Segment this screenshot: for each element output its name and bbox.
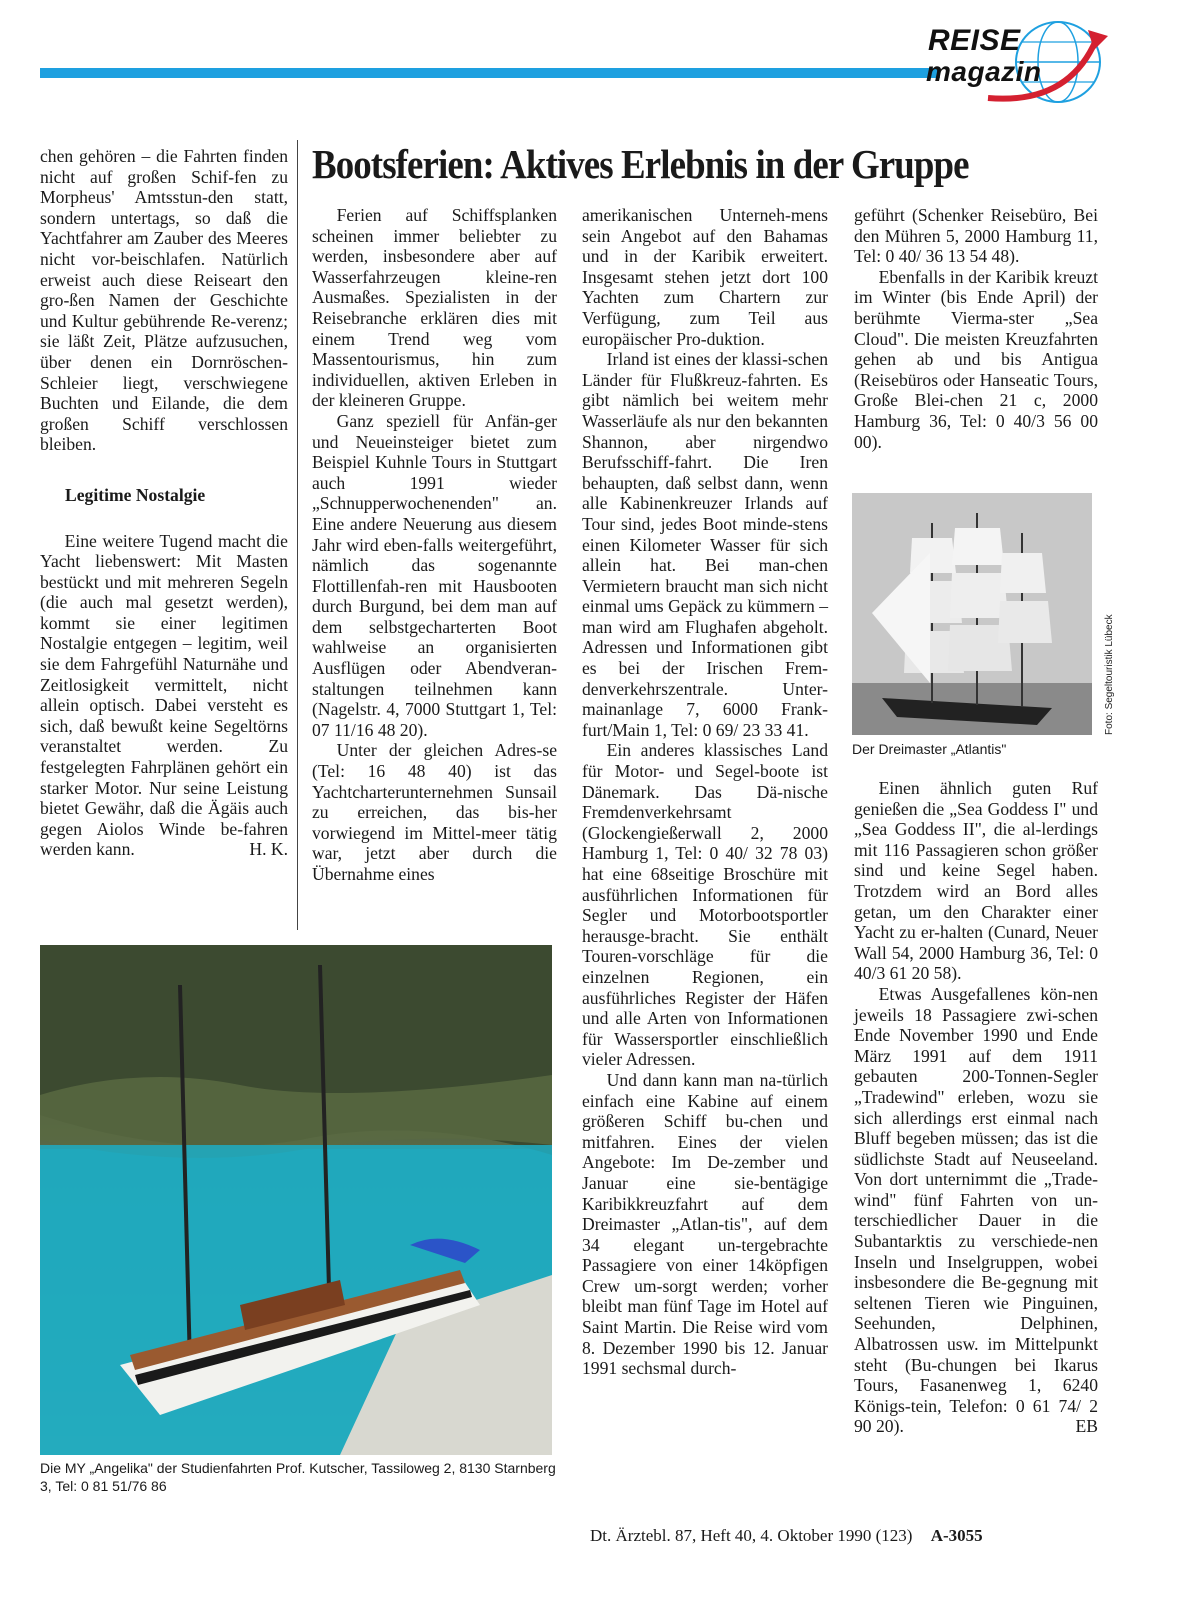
paragraph: Ferien auf Schiffsplanken scheinen immer beliebter zu werden, insbesondere aber auf Wasserfahrzeugen kleine-ren Ausmaßes. Spezialisten in der Reisebranche erklären dies mit einem Trend weg vom Massentourismus, hin zum individuellen, aktiven Erleben in der kleineren Gruppe. — [312, 205, 557, 411]
photo-caption-ship: Der Dreimaster „Atlantis" — [852, 741, 1007, 757]
article-headline: Bootsferien: Aktives Erlebnis in der Gruppe — [312, 141, 969, 187]
column-4-top — [854, 205, 1098, 452]
column-divider — [297, 140, 298, 930]
column-2 — [312, 205, 557, 885]
page-number: A-3055 — [930, 1526, 983, 1545]
logo-text-reise: REISE — [928, 24, 1021, 57]
paragraph: geführt (Schenker Reisebüro, Bei den Mühren 5, 2000 Hamburg 11, Tel: 0 40/ 36 13 54 48). — [854, 205, 1098, 267]
paragraph — [40, 531, 288, 861]
column-4-bottom — [854, 778, 1098, 1437]
header-accent-bar — [40, 68, 940, 78]
paragraph: amerikanischen Unterneh-mens sein Angebot auf den Bahamas und in der Karibik erweitert. Insgesamt stehen jetzt dort 100 Yachten zum Chartern zur Verfügung, zum Teil aus europäischer Pro-duktion. — [582, 205, 828, 349]
paragraph: Und dann kann man na-türlich einfach eine Kabine auf einem größeren Schiff bu-chen und mitfahren. Eines der vielen Angebote: Im De-zember und Januar eine sie-bentägige Karibikkreuzfahrt auf dem Dreimaster „Atlan-tis", auf dem 34 elegant un-tergebrachte Passagiere von einer 14köpfigen Crew um-sorgt werden; vorher bleibt man fünf Tage im Hotel auf Saint Martin. Die Reise wird vom 8. Dezember 1990 bis 12. Januar 1991 sechsmal durch- — [582, 1069, 828, 1379]
page-footer — [590, 1526, 1150, 1546]
reise-magazin-logo — [918, 20, 1148, 105]
paragraph: Ebenfalls in der Karibik kreuzt im Winter (bis Ende April) der berühmte Vierma-ster „Sea Cloud". Die meisten Kreuzfahrten gehen ab und bis Antigua (Reisebüros oder Hanseatic Tours, Große Blei-chen 21 c, 2000 Hamburg 36, Tel: 0 40/3 56 00 00). — [854, 266, 1098, 452]
photo-dreimaster-atlantis — [852, 493, 1092, 735]
paragraph-text: Etwas Ausgefallenes kön-nen jeweils 18 Passagiere zwi-schen Ende November 1990 und Ende März 1991 auf dem 1911 gebauten 200-Tonnen-Segler „Tradewind" erleben, wozu sie sich allerdings erst einmal nach Bluff begeben müssen; das ist die südlichste Stadt auf Neuseeland. Von dort unternimmt die „Trade-wind" fünf Fahrten von un-terschiedlicher Dauer in die Subantarktis zu verschiede-nen Inseln und Inselgruppen, wobei insbesondere die Be-gegnung mit seltenen Tieren wie Pinguinen, Seehunden, Delphinen, Albatrossen usw. im Mittelpunkt steht (Bu-chungen bei Ikarus Tours, Fasanenweg 1, 6240 Königs-tein, Telefon: 0 61 74/ 2 90 20). — [854, 983, 1098, 1437]
author-signoff: EB — [1075, 1416, 1098, 1437]
citation: Dt. Ärztebl. 87, Heft 40, 4. Oktober 1990 (123) — [590, 1526, 913, 1545]
photo-caption-yacht: Die MY „Angelika" der Studienfahrten Prof. Kutscher, Tassiloweg 2, 8130 Starnberg 3, Tel: 0 81 51/76 86 — [40, 1460, 556, 1494]
column-1 — [40, 146, 288, 860]
paragraph — [854, 984, 1098, 1437]
photo-credit: Foto: Segeltouristik Lübeck — [1104, 614, 1115, 735]
paragraph: Einen ähnlich guten Ruf genießen die „Sea Goddess I" und „Sea Goddess II", die al-lerdings mit 116 Passagieren schon größer sind und keine Segel haben. Trotzdem wird an Bord alles getan, um den Charakter einer Yacht zu er-halten (Cunard, Neuer Wall 54, 2000 Hamburg 36, Tel: 0 40/3 61 20 58). — [854, 778, 1098, 984]
paragraph: Ganz speziell für Anfän-ger und Neueinsteiger bietet zum Beispiel Kuhnle Tours in Stuttgart auch 1991 wieder „Schnupperwochenenden" an. Eine andere Neuerung aus diesem Jahr wird eben-falls weitergeführt, nämlich das sogenannte Flottillenfah-ren mit Hausbooten durch Burgund, bei dem man auf dem selbstgecharterten Boot wahlweise an organisierten Ausflügen oder Abendveran-staltungen teilnehmen kann (Nagelstr. 4, 7000 Stuttgart 1, Tel: 07 11/16 48 20). — [312, 410, 557, 740]
photo-yacht-angelika — [40, 945, 552, 1455]
paragraph: Ein anderes klassisches Land für Motor- und Segel-boote ist Dänemark. Das Dä-nische Fremdenverkehrsamt (Glockengießerwall 2, 2000 Hamburg 1, Tel: 0 40/ 32 78 03) hat eine 68seitige Broschüre mit ausführlichen Informationen für Segler und Motorbootsportler herausge-bracht. Sie enthält Touren-vorschläge für die einzelnen Regionen, ein ausführliches Register der Häfen und alle Arten von Informationen für Wassersportler einschließlich vieler Adressen. — [582, 740, 828, 1070]
subheading: Legitime Nostalgie — [65, 484, 206, 505]
paragraph: Unter der gleichen Adres-se (Tel: 16 48 40) ist das Yachtcharterunternehmen Sunsail zu erreichen, das bis-her vorwiegend im Mittel-meer tätig war, jetzt aber durch die Übernahme eines — [312, 740, 557, 884]
column-3 — [582, 205, 828, 1379]
paragraph-text: Eine weitere Tugend macht die Yacht liebenswert: Mit Masten bestückt und mit mehreren Segeln (die auch mal gesetzt werden), kommt sie einer legitimen Nostalgie entgegen – legitim, weil sie dem Fahrgefühl Naturnähe und Zeitlosigkeit vermittelt, nicht allein optisch. Dabei versteht es sich, daß bewußt keine Segeltörns veranstaltet werden. Zu festgelegten Fahrplänen gehört ein starker Motor. Nur seine Leistung bietet Gewähr, daß die Ägäis auch gegen Aiolos Winde be-fahren werden kann. — [40, 530, 288, 860]
author-signoff: H. K. — [249, 839, 288, 860]
logo-text-magazin: magazin — [926, 56, 1042, 87]
paragraph: Irland ist eines der klassi-schen Länder für Flußkreuz-fahrten. Es gibt nämlich bei weitem mehr Wasserläufe als nur den bekannten Shannon, aber nirgendwo Berufsschiff-fahrt. Die Iren behaupten, daß selbst dann, wenn alle Kabinenkreuzer Irlands auf Tour sind, jedes Boot minde-stens einen Kilometer Wasser für sich allein hat. Bei man-chen Vermietern braucht man sich nicht einmal ums Gepäck zu kümmern – man wird am Flughafen abgeholt. Adressen und Informationen gibt es bei der Irischen Frem-denverkehrszentrale. Unter-mainanlage 7, 6000 Frank-furt/Main 1, Tel: 0 69/ 23 33 41. — [582, 349, 828, 740]
paragraph: chen gehören – die Fahrten finden nicht auf großen Schif-fen zu Morpheus' Amtsstun-den statt, sondern untertags, so daß die Yachtfahrer am Zauber des Meeres nicht vor-beischlafen. Natürlich erweist auch diese Reiseart den gro-ßen Namen der Geschichte und Kultur gebührende Re-verenz; sie läßt Zeit, Plätze aufzusuchen, über denen ein Dornröschen-Schleier liegt, verschwiegene Buchten und Eilande, die dem großen Schiff verschlossen bleiben. — [40, 146, 288, 455]
